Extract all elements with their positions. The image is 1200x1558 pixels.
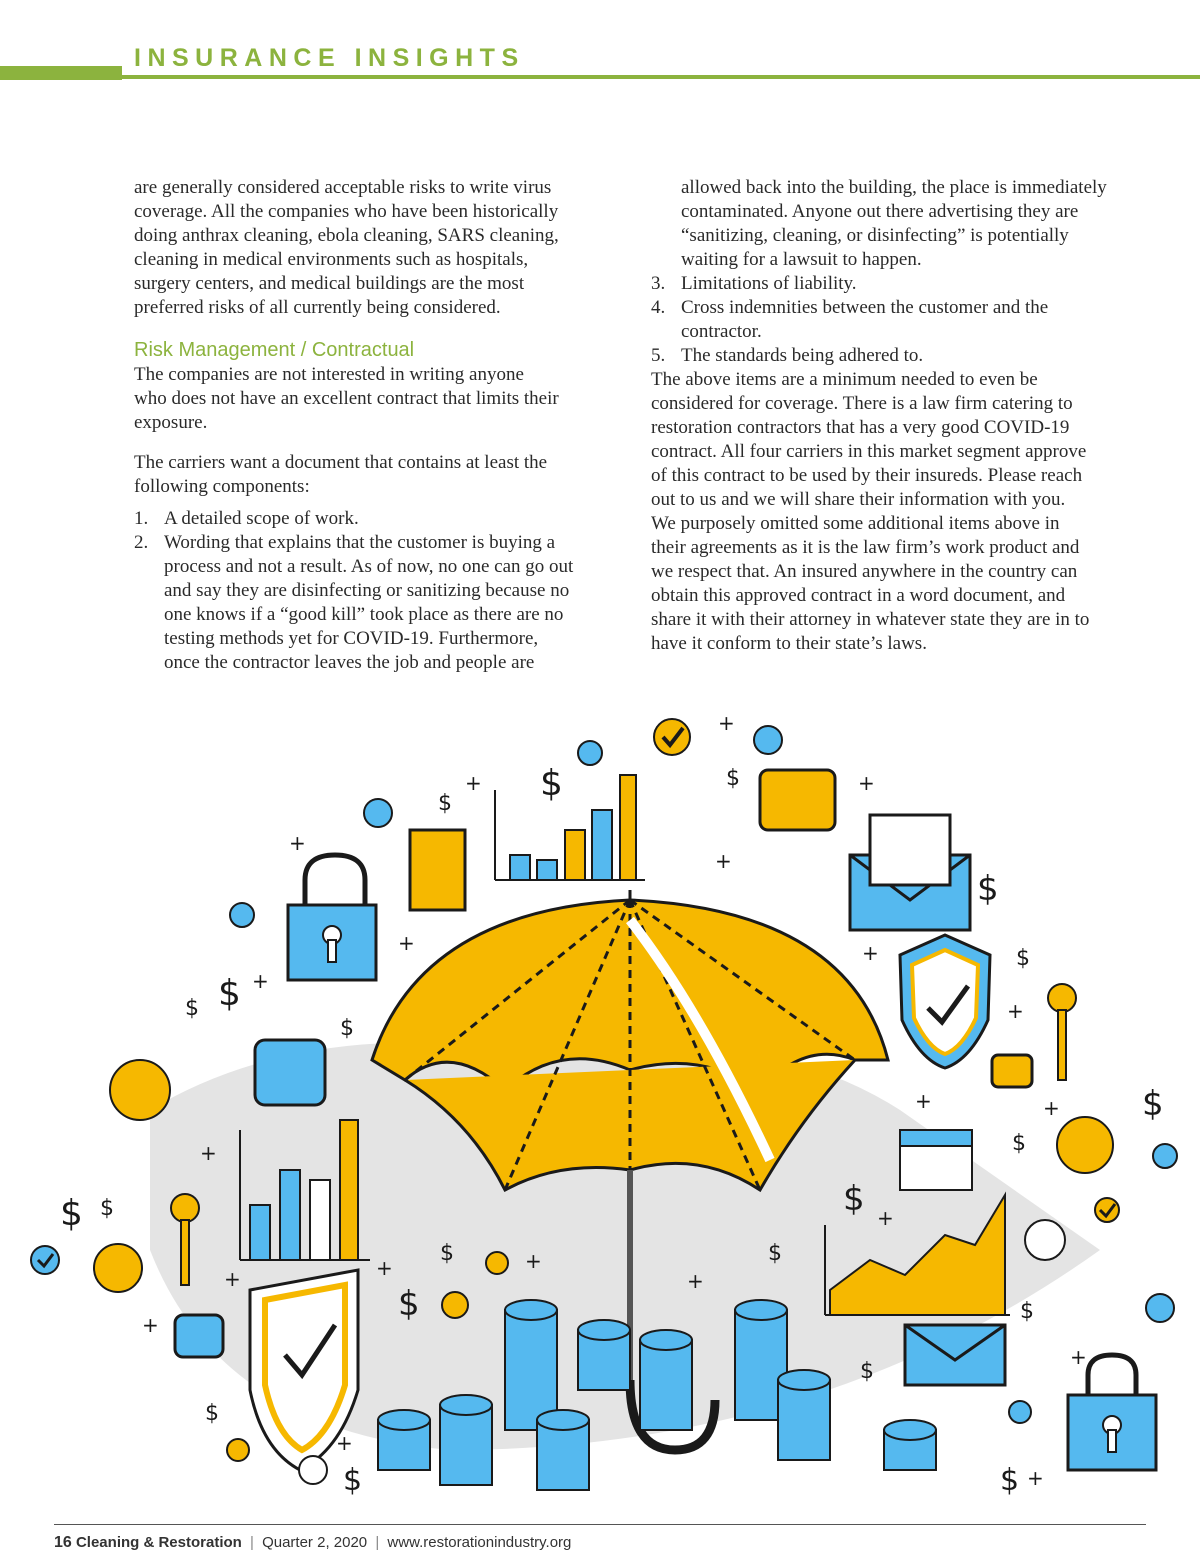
plus-sign: + (142, 1313, 159, 1337)
list-number: 2. (134, 532, 149, 553)
text-line: testing methods yet for COVID-19. Furthermore, (164, 628, 539, 649)
dollar-sign: $ (1016, 946, 1030, 971)
dollar-sign: $ (218, 973, 241, 1014)
footer-separator: | (375, 1534, 380, 1551)
list-number: 1. (134, 508, 149, 529)
text-line: share it with their attorney in whatever state they are in to (651, 609, 1090, 630)
paragraph-components (134, 451, 614, 499)
text-line: “sanitizing, cleaning, or disinfecting” is potentially (681, 225, 1069, 246)
text-line: Wording that explains that the customer is buying a (164, 532, 556, 553)
plus-sign: + (525, 1249, 542, 1273)
text-line: The above items are a minimum needed to even be (651, 369, 1038, 390)
plus-sign: + (465, 771, 482, 795)
dollar-sign: $ (185, 996, 199, 1021)
shield-check-icon (900, 935, 990, 1068)
text-line: The carriers want a document that contains at least the (134, 452, 548, 473)
plus-sign: + (1027, 1466, 1044, 1490)
text-line: one knows if a “good kill” took place as there are no (164, 604, 564, 625)
text-line: we respect that. An insured anywhere in the country can (651, 561, 1078, 582)
dollar-sign: $ (1012, 1131, 1026, 1156)
text-line: are generally considered acceptable risks to write virus (134, 177, 552, 198)
insurance-illustration (0, 690, 1200, 1500)
plus-sign: + (224, 1267, 241, 1291)
dollar-sign: $ (860, 1359, 874, 1384)
plus-sign: + (862, 941, 879, 965)
paragraph-contract (134, 363, 614, 435)
text-line: once the contractor leaves the job and people are (164, 652, 535, 673)
padlock-icon (288, 855, 376, 980)
document-icon (410, 830, 465, 910)
dollar-sign: $ (340, 1016, 354, 1041)
dollar-sign: $ (726, 766, 740, 791)
text-line: contractor. (681, 321, 762, 342)
bar-chart-icon (495, 775, 645, 880)
dollar-sign: $ (977, 869, 999, 909)
text-line: doing anthrax cleaning, ebola cleaning, SARS cleaning, (134, 225, 559, 246)
plus-sign: + (687, 1269, 704, 1293)
dollar-sign: $ (540, 763, 563, 804)
plus-sign: + (376, 1256, 393, 1280)
text-line: allowed back into the building, the place is immediately (681, 177, 1107, 198)
plus-sign: + (252, 969, 269, 993)
text-line: The companies are not interested in writing anyone (134, 364, 524, 385)
plus-sign: + (715, 849, 732, 873)
page-number: 16 (54, 1534, 72, 1551)
plus-sign: + (858, 771, 875, 795)
text-line: Limitations of liability. (681, 273, 857, 294)
text-line: restoration contractors that has a very good COVID-19 (651, 417, 1070, 438)
intro-paragraph (134, 176, 614, 320)
list-item (134, 531, 614, 675)
text-line: The standards being adhered to. (681, 345, 924, 366)
text-line: of this contract to be used by their insureds. Please reach (651, 465, 1083, 486)
text-line: who does not have an excellent contract that limits their (134, 388, 559, 409)
plus-sign: + (200, 1141, 217, 1165)
text-line: waiting for a lawsuit to happen. (681, 249, 922, 270)
paragraph-law-firm (651, 368, 1151, 656)
website-url: www.restorationindustry.org (387, 1534, 572, 1551)
footer-separator: | (250, 1534, 254, 1551)
text-line: contaminated. Anyone out there advertising they are (681, 201, 1079, 222)
text-line: A detailed scope of work. (164, 508, 359, 529)
plus-sign: + (915, 1089, 932, 1113)
text-line: contract. All four carriers in this market segment approve (651, 441, 1087, 462)
dollar-sign: $ (100, 1196, 114, 1221)
dollar-sign: $ (1000, 1463, 1020, 1498)
text-line: preferred risks of all currently being considered. (134, 297, 501, 318)
left-column (134, 176, 614, 675)
dollar-sign: $ (768, 1241, 782, 1266)
dollar-sign: $ (1020, 1299, 1034, 1324)
text-line: exposure. (134, 412, 208, 433)
dollar-sign: $ (1142, 1084, 1164, 1124)
plus-sign: + (877, 1206, 894, 1230)
dollar-sign: $ (343, 1463, 363, 1498)
plus-sign: + (398, 931, 415, 955)
text-line: out to us and we will share their information with you. (651, 489, 1066, 510)
dollar-sign: $ (60, 1193, 83, 1234)
plus-sign: + (1070, 1345, 1087, 1369)
text-line: and say they are disinfecting or sanitizing because no (164, 580, 570, 601)
dollar-sign: $ (438, 791, 452, 816)
padlock-icon (1068, 1355, 1156, 1470)
dollar-sign: $ (398, 1284, 420, 1324)
plus-sign: + (336, 1431, 353, 1455)
list-item (651, 296, 1151, 344)
plus-sign: + (1007, 999, 1024, 1023)
text-line: surgery centers, and medical buildings are the most (134, 273, 525, 294)
list-number: 4. (651, 297, 666, 318)
text-line: their agreements as it is the law firm’s work product and (651, 537, 1080, 558)
calendar-icon (900, 1130, 972, 1190)
footer-rule (54, 1524, 1146, 1525)
list-continuation (651, 176, 1151, 272)
plus-sign: + (289, 831, 306, 855)
list-number: 5. (651, 345, 666, 366)
text-line: We purposely omitted some additional items above in (651, 513, 1060, 534)
list-item (134, 507, 614, 531)
list-item (651, 272, 1151, 296)
text-line: obtain this approved contract in a word document, and (651, 585, 1066, 606)
issue-date: Quarter 2, 2020 (262, 1534, 368, 1551)
text-line: Cross indemnities between the customer and the (681, 297, 1049, 318)
subheading-risk-management: Risk Management / Contractual (134, 339, 415, 361)
plus-sign: + (1043, 1096, 1060, 1120)
text-line: following components: (134, 476, 310, 497)
dollar-sign: $ (205, 1401, 219, 1426)
plus-sign: + (718, 711, 735, 735)
text-line: have it conform to their state’s laws. (651, 633, 927, 654)
text-line: coverage. All the companies who have been historically (134, 201, 559, 222)
publication-name: Cleaning & Restoration (75, 1534, 242, 1551)
dollar-sign: $ (843, 1179, 865, 1219)
header-rule (0, 75, 1200, 79)
dollar-sign: $ (440, 1241, 454, 1266)
list-item (651, 344, 1151, 368)
text-line: cleaning in medical environments such as hospitals, (134, 249, 529, 270)
right-column (651, 176, 1151, 656)
list-number: 3. (651, 273, 666, 294)
page-footer (54, 1534, 571, 1552)
section-title: INSURANCE INSIGHTS (134, 44, 525, 72)
text-line: process and not a result. As of now, no one can go out (164, 556, 574, 577)
text-line: considered for coverage. There is a law firm catering to (651, 393, 1073, 414)
